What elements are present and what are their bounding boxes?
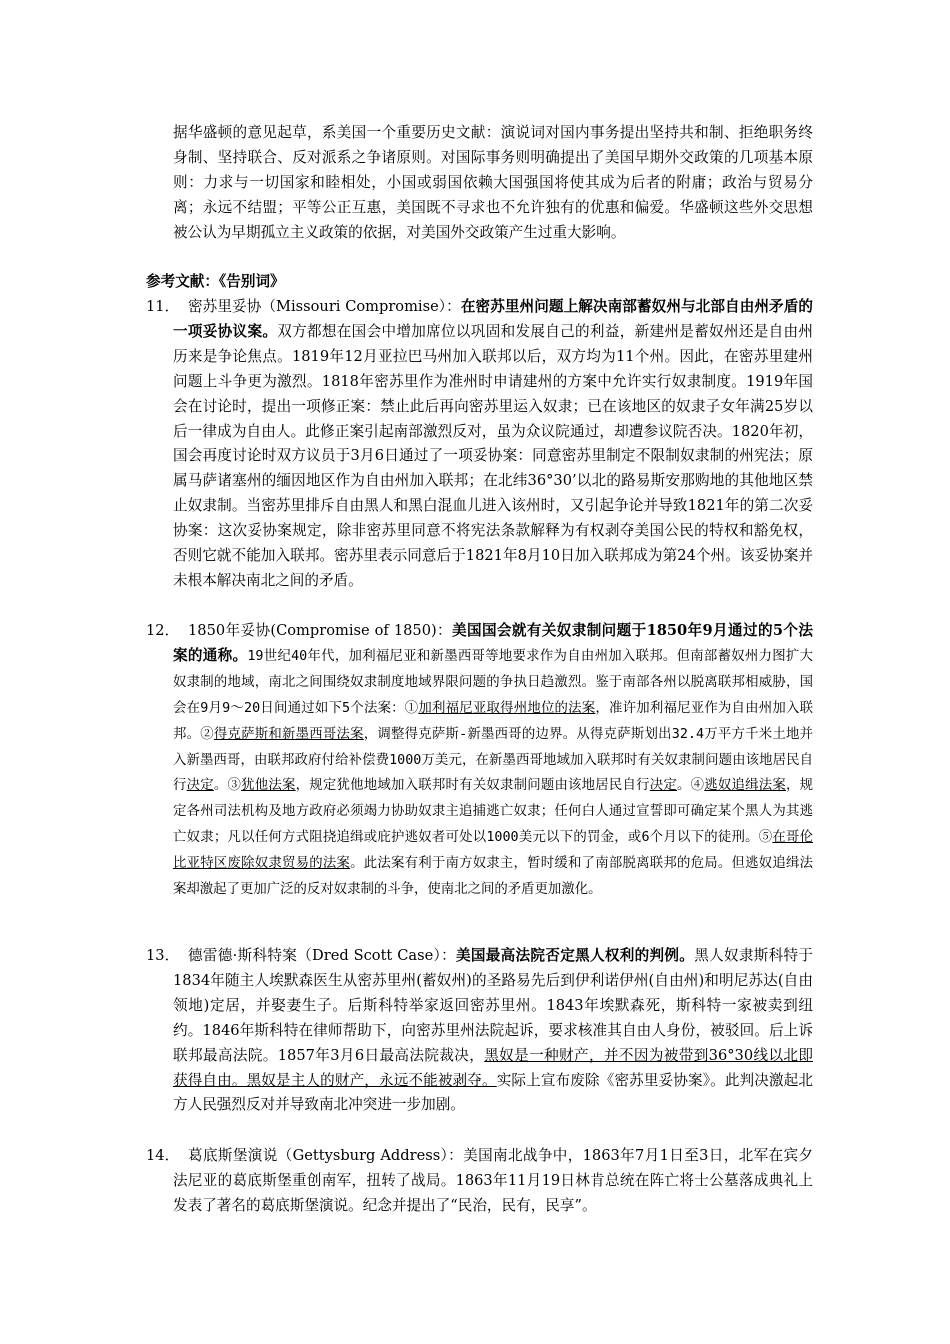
entry-term: 密苏里妥协（Missouri Compromise）： bbox=[188, 298, 461, 315]
law-utah: 犹他法案 bbox=[241, 778, 296, 794]
entry-14 bbox=[146, 1144, 813, 1219]
entry-body bbox=[173, 295, 813, 594]
entry-term: 葛底斯堡演说（Gettysburg Address）： bbox=[188, 1147, 464, 1164]
ruling-quote: 黑奴是一种财产，并不因为被带到36°30线以北即获得自由。黑奴是主人的财产，永远不能被剥夺。 bbox=[173, 1046, 813, 1089]
entry-number: 14． bbox=[146, 1147, 180, 1164]
entry-definition: 美国最高法院否定黑人权利的判例。 bbox=[456, 947, 695, 964]
entry-12 bbox=[146, 619, 813, 903]
entry-text: 双方都想在国会中增加席位以巩固和发展自己的利益，新建州是蓄奴州还是自由州历来是争论焦点。1819年12月亚拉巴马州加入联邦以后，双方均为11个州。因此，在密苏里建州问题上斗争更为激烈。1818年密苏里作为准州时申请建州的方案中允许实行奴隶制度。1919年国会在讨论时，提出一项修正案：禁止此后再向密苏里运入奴隶；已在该地区的奴隶子女年满25岁以后一律成为自由人。此修正案引起南部激烈反对，虽为众议院通过，却遭参议院否决。1820年初，国会再度讨论时双方议员于3月6日通过了一项妥协案：同意密苏里制定不限制奴隶制的州宪法；原属马萨诸塞州的缅因地区作为自由州加入联邦；在北纬36°30’以北的路易斯安那购地的其他地区禁止奴隶制。当密苏里排斥自由黑人和黑白混血儿进入该州时，又引起争论并导致1821年的第二次妥协案：这次妥协案规定，除非密苏里同意不将宪法条款解释为有权剥夺美国公民的特权和豁免权，否则它就不能加入联邦。密苏里表示同意后于1821年8月10日加入联邦成为第24个州。该妥协案并未根本解决南北之间的矛盾。 bbox=[173, 322, 813, 589]
entry-text: 美国南北战争中，1863年7月1日至3日，北军在宾夕法尼亚的葛底斯堡重创南军，扭转了战局。1863年11月19日林肯总统在阵亡将士公墓落成典礼上发表了著名的葛底斯堡演说。纪念并提出了“民治，民有，民享”。 bbox=[173, 1147, 813, 1214]
law-fugitive-slave: 逃奴追缉法案 bbox=[704, 778, 787, 794]
reference-line: 参考文献：《告别词》 bbox=[146, 273, 285, 290]
entry-11 bbox=[146, 295, 813, 594]
entry-number: 12． bbox=[146, 622, 180, 639]
law-california: 加利福尼亚取得州地位的法案 bbox=[418, 700, 596, 716]
entry-definition: 在密苏里州问题上解决南部蓄奴州与北部自由州矛盾的一项妥协议案。 bbox=[173, 298, 813, 340]
entry-number: 13． bbox=[146, 947, 180, 964]
entry-term: 1850年妥协(Compromise of 1850)： bbox=[188, 622, 453, 639]
entry-13 bbox=[146, 944, 813, 1118]
entry-body: 德雷德·斯科特案（Dred Scott Case）：美国最高法院否定黑人权利的判例。黑人奴隶斯科特于1834年随主人埃默森医生从密苏里州(蓄奴州)的圣路易先后到伊利诺伊州(自由州)和明尼苏达(自由领地)定居，并娶妻生子。后斯科特举家返回密苏里州。1843年埃默森死，斯科特一家被卖到纽约。1846年斯科特在律师帮助下，向密苏里州法院起诉，要求核准其自由人身份，被驳回。后上诉联邦最高法院。1857年3月6日最高法院裁决，黑奴是一种财产，并不因为被带到36°30线以北即获得自由。黑奴是主人的财产，永远不能被剥夺。实际上宣布废除《密苏里妥协案》。此判决激起北方人民强烈反对并导致南北冲突进一步加剧。 bbox=[173, 947, 813, 1114]
entry-term: 德雷德·斯科特案（Dred Scott Case）： bbox=[188, 947, 456, 964]
previous-entry-continuation: 据华盛顿的意见起草，系美国一个重要历史文献：演说词对国内事务提出坚持共和制、拒绝职务终身制、坚持联合、反对派系之争诸原则。对国际事务则明确提出了美国早期外交政策的几项基本原则：力求与一切国家和睦相处，小国或弱国依赖大国强国将使其成为后者的附庸；政治与贸易分离；永远不结盟；平等公正互惠，美国既不寻求也不允许独有的优惠和偏爱。华盛顿这些外交思想被公认为早期孤立主义政策的依据，对美国外交政策产生过重大影响。 bbox=[173, 124, 813, 241]
entry-definition: 美国国会就有关奴隶制问题于1850年9月通过的5个法案的通称。 bbox=[173, 622, 813, 664]
entry-body bbox=[173, 1144, 813, 1219]
entry-text: 19世纪40年代，加利福尼亚和新墨西哥等地要求作为自由州加入联邦。但南部蓄奴州力图扩大奴隶制的地域，南北之间围绕奴隶制度地域界限问题的争执日趋激烈。鉴于南部各州以脱离联邦相威胁，国会在9月9～20日间通过如下5个法案：①加利福尼亚取得州地位的法案，准许加利福尼亚作为自由州加入联邦。②得克萨斯和新墨西哥法案，调整得克萨斯-新墨西哥的边界。从得克萨斯划出32.4万平方千米土地并入新墨西哥，由联邦政府付给补偿费1000万美元，在新墨西哥地域加入联邦时有关奴隶制问题由该地居民自行决定。③犹他法案，规定犹他地域加入联邦时有关奴隶制问题由该地居民自行决定。④逃奴追缉法案，规定各州司法机构及地方政府必须竭力协助奴隶主追捕逃亡奴隶；任何白人通过宣誓即可确定某个黑人为其逃亡奴隶；凡以任何方式阻挠追缉或庇护逃奴者可处以1000美元以下的罚金，或6个月以下的徒刑。⑤在哥伦比亚特区废除奴隶贸易的法案。此法案有利于南方奴隶主，暂时缓和了南部脱离联邦的危局。但逃奴追缉法案却激起了更加广泛的反对奴隶制的斗争，使南北之间的矛盾更加激化。 bbox=[173, 648, 814, 898]
entry-number: 11． bbox=[146, 298, 180, 315]
law-texas-new-mexico: 得克萨斯和新墨西哥法案 bbox=[213, 726, 364, 742]
entry-body bbox=[173, 619, 813, 903]
law-dc-slave-trade: 在哥伦比亚特区废除奴隶贸易的法案 bbox=[173, 830, 813, 872]
